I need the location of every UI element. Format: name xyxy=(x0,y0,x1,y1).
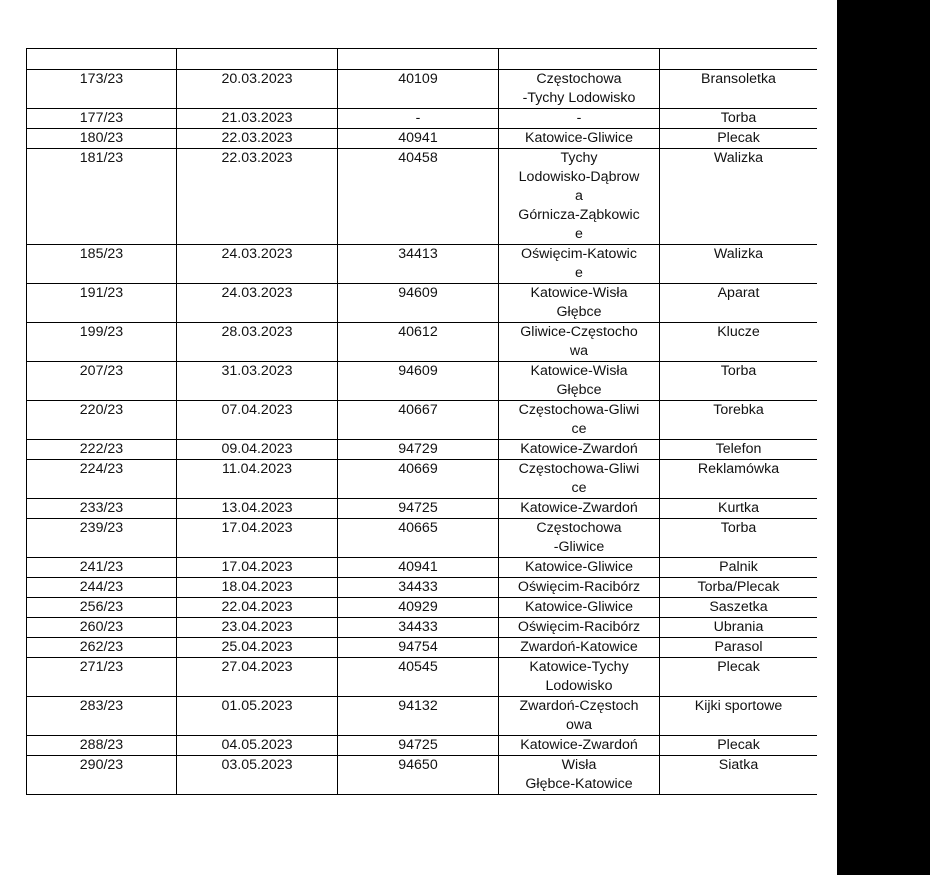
route-cell: Katowice-Tychy Lodowisko xyxy=(499,658,660,697)
header-cell xyxy=(27,49,177,70)
case-number-cell: 191/23 xyxy=(27,284,177,323)
item-cell: Telefon xyxy=(660,440,818,460)
train-number-cell: 40458 xyxy=(338,149,499,245)
item-cell: Plecak xyxy=(660,658,818,697)
case-number-cell: 199/23 xyxy=(27,323,177,362)
item-cell: Torba/Plecak xyxy=(660,578,818,598)
date-cell: 04.05.2023 xyxy=(177,736,338,756)
route-cell: Oświęcim-Racibórz xyxy=(499,578,660,598)
item-cell: Saszetka xyxy=(660,598,818,618)
table-row xyxy=(27,697,818,736)
date-cell: 11.04.2023 xyxy=(177,460,338,499)
train-number-cell: 34413 xyxy=(338,245,499,284)
train-number-cell: 94650 xyxy=(338,756,499,795)
route-cell: Częstochowa-Gliwi ce xyxy=(499,460,660,499)
item-cell: Torebka xyxy=(660,401,818,440)
route-cell: Oświęcim-Racibórz xyxy=(499,618,660,638)
route-cell: Wisła Głębce-Katowice xyxy=(499,756,660,795)
route-cell: Częstochowa -Tychy Lodowisko xyxy=(499,70,660,109)
table-row xyxy=(27,598,818,618)
train-number-cell: 94609 xyxy=(338,362,499,401)
train-number-cell: 94729 xyxy=(338,440,499,460)
table-row xyxy=(27,149,818,245)
case-number-cell: 222/23 xyxy=(27,440,177,460)
case-number-cell: 173/23 xyxy=(27,70,177,109)
train-number-cell: 94609 xyxy=(338,284,499,323)
case-number-cell: 177/23 xyxy=(27,109,177,129)
table-row xyxy=(27,245,818,284)
table-row xyxy=(27,401,818,440)
date-cell: 21.03.2023 xyxy=(177,109,338,129)
table-row xyxy=(27,618,818,638)
train-number-cell: 40665 xyxy=(338,519,499,558)
document-table-wrapper xyxy=(26,48,817,875)
item-cell: Walizka xyxy=(660,149,818,245)
item-cell: Torba xyxy=(660,519,818,558)
route-cell: Częstochowa-Gliwi ce xyxy=(499,401,660,440)
table-row xyxy=(27,362,818,401)
date-cell: 28.03.2023 xyxy=(177,323,338,362)
train-number-cell: 34433 xyxy=(338,618,499,638)
date-cell: 23.04.2023 xyxy=(177,618,338,638)
train-number-cell: - xyxy=(338,109,499,129)
date-cell: 13.04.2023 xyxy=(177,499,338,519)
item-cell: Walizka xyxy=(660,245,818,284)
item-cell: Kurtka xyxy=(660,499,818,519)
train-number-cell: 34433 xyxy=(338,578,499,598)
date-cell: 09.04.2023 xyxy=(177,440,338,460)
table-row xyxy=(27,638,818,658)
route-cell: Tychy Lodowisko-Dąbrow a Górnicza-Ząbkowic e xyxy=(499,149,660,245)
header-cell xyxy=(499,49,660,70)
train-number-cell: 40109 xyxy=(338,70,499,109)
case-number-cell: 185/23 xyxy=(27,245,177,284)
table-body xyxy=(27,49,818,795)
train-number-cell: 94725 xyxy=(338,499,499,519)
train-number-cell: 40941 xyxy=(338,558,499,578)
train-number-cell: 40929 xyxy=(338,598,499,618)
header-cell xyxy=(660,49,818,70)
table-row xyxy=(27,284,818,323)
case-number-cell: 244/23 xyxy=(27,578,177,598)
route-cell: Zwardoń-Katowice xyxy=(499,638,660,658)
table-row xyxy=(27,70,818,109)
route-cell: - xyxy=(499,109,660,129)
lost-items-table xyxy=(26,48,817,795)
item-cell: Klucze xyxy=(660,323,818,362)
date-cell: 17.04.2023 xyxy=(177,519,338,558)
train-number-cell: 40545 xyxy=(338,658,499,697)
case-number-cell: 271/23 xyxy=(27,658,177,697)
header-cell xyxy=(338,49,499,70)
route-cell: Katowice-Zwardoń xyxy=(499,736,660,756)
table-header-row xyxy=(27,49,818,70)
date-cell: 17.04.2023 xyxy=(177,558,338,578)
date-cell: 22.03.2023 xyxy=(177,149,338,245)
route-cell: Katowice-Wisła Głębce xyxy=(499,362,660,401)
item-cell: Kijki sportowe xyxy=(660,697,818,736)
right-black-margin xyxy=(837,0,930,875)
date-cell: 25.04.2023 xyxy=(177,638,338,658)
case-number-cell: 181/23 xyxy=(27,149,177,245)
item-cell: Plecak xyxy=(660,736,818,756)
table-row xyxy=(27,499,818,519)
case-number-cell: 288/23 xyxy=(27,736,177,756)
item-cell: Torba xyxy=(660,109,818,129)
route-cell: Gliwice-Częstocho wa xyxy=(499,323,660,362)
date-cell: 24.03.2023 xyxy=(177,284,338,323)
item-cell: Ubrania xyxy=(660,618,818,638)
train-number-cell: 40669 xyxy=(338,460,499,499)
case-number-cell: 224/23 xyxy=(27,460,177,499)
item-cell: Bransoletka xyxy=(660,70,818,109)
route-cell: Katowice-Wisła Głębce xyxy=(499,284,660,323)
route-cell: Katowice-Gliwice xyxy=(499,558,660,578)
case-number-cell: 290/23 xyxy=(27,756,177,795)
table-row xyxy=(27,129,818,149)
date-cell: 27.04.2023 xyxy=(177,658,338,697)
train-number-cell: 40612 xyxy=(338,323,499,362)
case-number-cell: 283/23 xyxy=(27,697,177,736)
item-cell: Parasol xyxy=(660,638,818,658)
route-cell: Katowice-Zwardoń xyxy=(499,499,660,519)
route-cell: Katowice-Zwardoń xyxy=(499,440,660,460)
item-cell: Reklamówka xyxy=(660,460,818,499)
item-cell: Aparat xyxy=(660,284,818,323)
item-cell: Plecak xyxy=(660,129,818,149)
table-row xyxy=(27,323,818,362)
case-number-cell: 241/23 xyxy=(27,558,177,578)
case-number-cell: 256/23 xyxy=(27,598,177,618)
table-row xyxy=(27,460,818,499)
date-cell: 01.05.2023 xyxy=(177,697,338,736)
case-number-cell: 239/23 xyxy=(27,519,177,558)
table-row xyxy=(27,756,818,795)
train-number-cell: 40941 xyxy=(338,129,499,149)
date-cell: 22.04.2023 xyxy=(177,598,338,618)
route-cell: Katowice-Gliwice xyxy=(499,129,660,149)
case-number-cell: 220/23 xyxy=(27,401,177,440)
date-cell: 18.04.2023 xyxy=(177,578,338,598)
table-row xyxy=(27,109,818,129)
date-cell: 03.05.2023 xyxy=(177,756,338,795)
table-row xyxy=(27,558,818,578)
table-row xyxy=(27,736,818,756)
item-cell: Torba xyxy=(660,362,818,401)
train-number-cell: 94754 xyxy=(338,638,499,658)
case-number-cell: 262/23 xyxy=(27,638,177,658)
case-number-cell: 207/23 xyxy=(27,362,177,401)
case-number-cell: 180/23 xyxy=(27,129,177,149)
train-number-cell: 40667 xyxy=(338,401,499,440)
date-cell: 31.03.2023 xyxy=(177,362,338,401)
header-cell xyxy=(177,49,338,70)
date-cell: 20.03.2023 xyxy=(177,70,338,109)
route-cell: Zwardoń-Częstoch owa xyxy=(499,697,660,736)
item-cell: Palnik xyxy=(660,558,818,578)
train-number-cell: 94725 xyxy=(338,736,499,756)
case-number-cell: 260/23 xyxy=(27,618,177,638)
route-cell: Oświęcim-Katowic e xyxy=(499,245,660,284)
route-cell: Częstochowa -Gliwice xyxy=(499,519,660,558)
route-cell: Katowice-Gliwice xyxy=(499,598,660,618)
table-row xyxy=(27,658,818,697)
item-cell: Siatka xyxy=(660,756,818,795)
train-number-cell: 94132 xyxy=(338,697,499,736)
date-cell: 07.04.2023 xyxy=(177,401,338,440)
table-row xyxy=(27,519,818,558)
case-number-cell: 233/23 xyxy=(27,499,177,519)
date-cell: 24.03.2023 xyxy=(177,245,338,284)
table-row xyxy=(27,578,818,598)
table-row xyxy=(27,440,818,460)
date-cell: 22.03.2023 xyxy=(177,129,338,149)
